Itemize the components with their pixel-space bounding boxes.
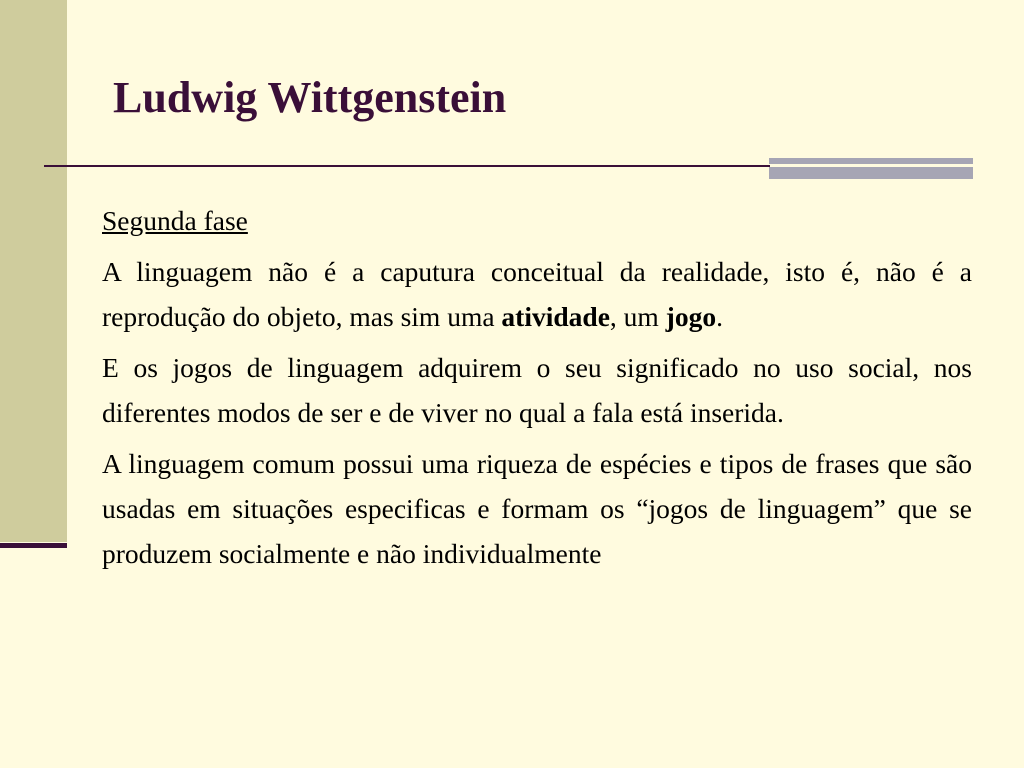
subheading-line <box>102 198 972 243</box>
paragraph-1-bold-atividade: atividade <box>501 301 610 332</box>
title-divider <box>44 165 770 167</box>
paragraph-2: E os jogos de linguagem adquirem o seu significado no uso social, nos diferentes modos de ser e de viver no qual a fala está inserida. <box>102 352 972 428</box>
slide-body <box>102 198 972 582</box>
paragraph-1-text-a: A linguagem não é a caputura conceitual da realidade, isto é, não é a reprodução do objeto, mas sim uma <box>102 256 972 332</box>
left-accent-line <box>0 543 67 548</box>
decorative-bar-top <box>769 158 973 164</box>
paragraph-1 <box>102 249 972 339</box>
slide-title: Ludwig Wittgenstein <box>113 73 507 122</box>
paragraph-1-bold-jogo: jogo <box>665 301 717 332</box>
paragraph-1-text-c: . <box>716 301 723 332</box>
paragraph-3: A linguagem comum possui uma riqueza de espécies e tipos de frases que são usadas em situações especificas e formam os “jogos de linguagem” que se produzem socialmente e não individualmente <box>102 448 972 569</box>
decorative-bar-bottom <box>769 167 973 179</box>
paragraph-1-text-b: , um <box>609 301 666 332</box>
left-decorative-bar <box>0 0 67 542</box>
subheading: Segunda fase <box>102 205 248 236</box>
